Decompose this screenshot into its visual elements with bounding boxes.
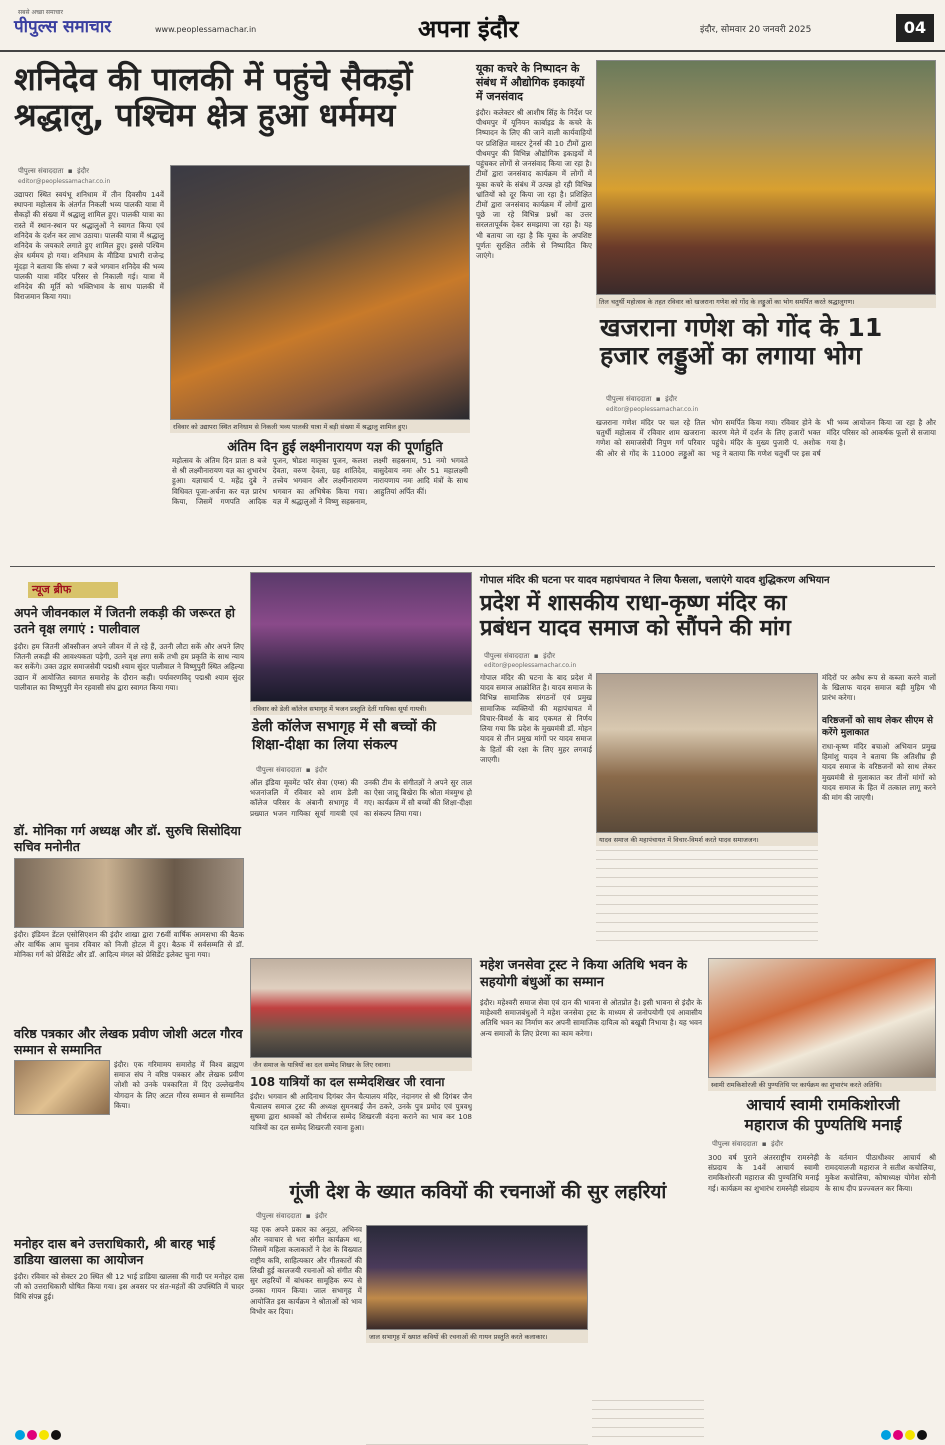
- brief1-headline: अपने जीवनकाल में जितनी लकड़ी की जरूरत हो उतने वृक्ष लगाएं : पालीवाल: [14, 605, 235, 636]
- story9-column-text: [592, 1400, 704, 1445]
- brief4-body: इंदौर। रविवार को सेक्टर 20 स्थित श्री 12 भाई डाडिया खालसा की गादी पर मनोहर दास जी को उत्तराधिकारी घोषित किया गया। इस अवसर पर संत-महंतों की उपस्थिति में चादर विधि संपन्न हुई।: [14, 1272, 244, 1302]
- newspaper-logo: पीपुल्स समाचार: [14, 17, 112, 37]
- story3-body: खजराना गणेश मंदिर पर चल रहे तिल चतुर्थी महोत्सव में रविवार शाम खजराना गणेश को समाजसेवी निपुण गर्ग परिवार की ओर से गोंद के 11000 लड्डुओं का भोग समर्पित किया गया। रविवार होने के कारण मेले में दर्शन के लिए हजारों भक्त पहुंचे। मंदिर के मुख्य पुजारी पं. अशोक भट्ट ने बताया कि गणेश चतुर्थी पर इस वर्ष भी भव्य आयोजन किया जा रहा है और मंदिर परिसर को आकर्षक फूलों से सजाया गया है।: [596, 418, 936, 458]
- magenta-mark: [893, 1430, 903, 1440]
- story9-byline: पीपुल्स संवाददाता ▪ इंदौर: [256, 1212, 327, 1220]
- story4-body: ऑल इंडिया मूवमेंट फॉर सेवा (एम्स) की भजनांजलि में रविवार को शाम डेली कॉलेज परिसर के अंबानी सभागृह में प्रख्यात भजन गायिका सूर्या गायत्री एवं उनकी टीम के संगीतज्ञों ने अपने सुर ताल का ऐसा जादू बिखेरा कि श्रोता मंत्रमुग्ध हो गए। कार्यक्रम में सौ बच्चों की शिक्षा-दीक्षा का संकल्प लिया गया।: [250, 778, 472, 818]
- story3-caption: तिल चतुर्थी महोत्सव के तहत रविवार को खजराना गणेश को गोंद के लड्डुओं का भोग समर्पित करते श्रद्धालुगण।: [596, 295, 936, 308]
- brief2-body: इंदौर। इंडियन डेंटल एसोसिएशन की इंदौर शाखा द्वारा 76वीं वार्षिक आमसभा की बैठक और वार्षिक आम चुनाव रविवार को निजी होटल में हुए। बैठक में सर्वसम्मति से डॉ. मोनिका गर्ग को प्रेसिडेंट और डॉ. आदित्य मंगल को प्रेसिडेंट इलेक्ट चुना गया।: [14, 930, 244, 960]
- website-url[interactable]: www.peoplessamachar.in: [155, 25, 257, 34]
- story5-body: गोपाल मंदिर की घटना के बाद प्रदेश में यादव समाज आक्रोशित है। यादव समाज के विभिन्न सामाजिक संगठनों एवं प्रमुख सामाजिक व्यक्तियों की महापंचायत में विचार-विमर्श के बाद एकमत से निर्णय लिया गया कि प्रदेश के मुख्यमंत्री डॉ. मोहन यादव से तीन प्रमुख मांगों पर यादव समाज के हितों की रक्षा के लिए मुहर लगवाई जाएगी।: [480, 673, 592, 764]
- story5-right-sub-body: राधा-कृष्ण मंदिर बचाओ अभियान प्रमुख हिमांशु यादव ने बताया कि अतिशीघ्र ही यादव समाज के वरिष्ठजनों को साथ लेकर मुख्यमंत्री से मुलाकात कर तीनों मांगों को यादव समाज के हित में तत्काल लागू करने की मांग की जाएगी।: [822, 742, 936, 803]
- section-title: अपना इंदौर: [418, 15, 519, 43]
- cyan-mark: [881, 1430, 891, 1440]
- story4-headline: डेली कॉलेज सभागृह में सौ बच्चों की शिक्षा-दीक्षा का लिया संकल्प: [252, 719, 436, 754]
- section-divider: [10, 566, 935, 567]
- story1-photo: [170, 165, 470, 420]
- story6-body: इंदौर। महेश्वरी समाज सेवा एवं दान की भावना से ओतप्रोत है। इसी भावना से इंदौर के माहेश्वरी समाजबंधुओं ने महेश जनसेवा ट्रस्ट के माध्यम से जनोपयोगी एवं आवासीय अतिथि भवन का निर्माण कर अपनी सामाजिक दायित्व को बखूबी निभाया है। यह भवन अन्य समाजों के लिए प्रेरणा का काम करेगा।: [480, 998, 702, 1038]
- story5-caption: यादव समाज की महापंचायत में विचार-विमर्श करते यादव समाजजन।: [596, 833, 818, 846]
- story1-headline-line1: शनिदेव की पालकी में पहुंचे सैकड़ों: [14, 60, 413, 98]
- story5-email[interactable]: editor@peoplessamachar.co.in: [484, 662, 577, 669]
- story5-headline: [480, 592, 936, 641]
- magenta-mark: [27, 1430, 37, 1440]
- story7-photo: [250, 958, 472, 1058]
- story2-body: इंदौर। कलेक्टर श्री आशीष सिंह के निर्देश पर पीथमपुर में यूनियन कार्बाइड के कचरे के निष्पादन के लिए की जाने वाली कार्यवाहियों पर प्रशिक्षित मास्टर ट्रेनर्स की 10 टीमों द्वारा पीथमपुर की विभिन्न औद्योगिक इकाइयों में पहुंचकर लोगों से जनसंवाद किया जा रहा है। टीमों द्वारा जनसंवाद कार्यक्रम में लोगों में यूका कचरे के संबंध में उत्पन्न हो रही विभिन्न भ्रांतियों को दूर किया जा रहा है। प्रशिक्षित टीमों द्वारा जनसंवाद कार्यक्रम में लोगों द्वारा पूछे जा रहे विभिन्न प्रश्नों का उत्तर सरलतापूर्वक देकर समझाया जा रहा है। यह भी बताया जा रहा है कि यूका के अपशिष्ट पूर्णतः सुरक्षित तरीके से निष्पादित किए जाएंगे।: [476, 108, 592, 261]
- brief3-photo: [14, 1060, 110, 1115]
- story4-photo: [250, 572, 472, 702]
- page-number: 04: [896, 14, 934, 42]
- story5-headline-line2: प्रबंधन यादव समाज को सौंपने की मांग: [480, 615, 791, 641]
- story1-subheadline: अंतिम दिन हुई लक्ष्मीनारायण यज्ञ की पूर्णाहुति: [227, 440, 443, 455]
- story8-caption: स्वामी रामकिशोरजी की पुण्यतिथि पर कार्यक्रम का शुभारंभ करते अतिथि।: [708, 1078, 936, 1091]
- story8-headline-line1: आचार्य स्वामी रामकिशोरजी: [746, 1096, 900, 1114]
- brief4-headline: मनोहर दास बने उत्तराधिकारी, श्री बारह भाई डाडिया खालसा का आयोजन: [14, 1236, 215, 1267]
- story1-caption: रविवार को उद्यापरा स्थित शनिधाम से निकली भव्य पालकी यात्रा में बड़ी संख्या में श्रद्धालु शामिल हुए।: [170, 420, 470, 433]
- story5-kicker: गोपाल मंदिर की घटना पर यादव महापंचायत ने लिया फैसला, चलाएंगे यादव शुद्धिकरण अभियान: [480, 575, 830, 586]
- story9-photo: [366, 1225, 588, 1330]
- brief3-headline: वरिष्ठ पत्रकार और लेखक प्रवीण जोशी अटल गौरव सम्मान से सम्मानित: [14, 1026, 243, 1057]
- story1-headline-line2: श्रद्धालु, पश्चिम क्षेत्र हुआ धर्ममय: [14, 95, 396, 134]
- story4-caption: रविवार को डेली कॉलेज सभागृह में भजन प्रस्तुति देतीं गायिका सूर्या गायत्री।: [250, 702, 472, 715]
- story8-byline: पीपुल्स संवाददाता ▪ इंदौर: [712, 1140, 783, 1148]
- brief3-body: इंदौर। एक गरिमामय समारोह में विश्व ब्राह्मण समाज संघ ने वरिष्ठ पत्रकार और लेखक प्रवीण जोशी को उनके पत्रकारिता में दिए उल्लेखनीय योगदान के लिए अटल गौरव सम्मान से सम्मानित किया।: [114, 1060, 244, 1110]
- story1-sub-body: महोत्सव के अंतिम दिन प्रातः 8 बजे से श्री लक्ष्मीनारायण यज्ञ का शुभारंभ हुआ। यज्ञाचार्य पं. महेंद्र दुबे ने विधिवत पूजा-अर्चना कर यज्ञ प्रारंभ किया, जिसमें गणपति आदिक पूजन, षोडश मातृका पूजन, कलश देवता, वरुण देवता, ग्रह शांतिदेव, तत्त्वेय भगवान और लक्ष्मीनारायण भगवान का अभिषेक किया गया। यज्ञ में श्रद्धालुओं ने विष्णु सहस्रनाम, लक्ष्मी सहस्रनाम, 51 नमो भगवते वासुदेवाय नमः और 51 महालक्ष्मी नारायणाय नमः आदि मंत्रों के साथ आहुतियां अर्पित कीं।: [172, 456, 468, 506]
- news-brief-label: न्यूज ब्रीफ: [28, 582, 118, 598]
- registration-marks-right: [880, 1430, 928, 1440]
- yellow-mark: [905, 1430, 915, 1440]
- story5-photo: [596, 673, 818, 833]
- story7-caption: जैन समाज के यात्रियों का दल सम्मेद शिखर के लिए रवाना।: [250, 1058, 472, 1071]
- story1-headline: [14, 62, 474, 134]
- story4-byline: पीपुल्स संवाददाता ▪ इंदौर: [256, 766, 327, 774]
- yellow-mark: [39, 1430, 49, 1440]
- story7-body: इंदौर। भगवान श्री आदिनाथ दिगंबर जैन चैत्यालय मंदिर, नंदानगर से श्री दिगंबर जैन चैत्यालय समाज ट्रस्ट की अध्यक्ष सुमनबाई जैन ठकरे, उनके पुत्र प्रमोद एवं पुत्रवधू सुषमा द्वारा श्रावकों को तीर्थराज सम्मेद शिखरजी वंदना कराने का भाव कर 108 यात्रियों का दल सम्मेद शिखरजी रवाना हुआ।: [250, 1092, 472, 1132]
- brief1-body: इंदौर। हम जितनी ऑक्सीजन अपने जीवन में ले रहे हैं, उतनी लौटा सकें और अपने लिए जितनी लकड़ी की आवश्यकता पड़ेगी, उतने वृक्ष लगा सकें तभी हम प्रकृति के साथ न्याय कर सकेंगे। उक्त उद्गार समाजसेवी पद्मश्री श्याम सुंदर पालीवाल ने विष्णुपुरी स्थित अहिल्या उद्यान में आयोजित स्वागत समारोह के दौरान कही। पर्यावरणविद् पद्मश्री श्याम सुंदर पालीवाल का विष्णुपुरी मेन रहवासी संघ द्वारा स्वागत किया गया।: [14, 642, 244, 692]
- story5-right-body: मंदिरों पर अवैध रूप से कब्जा करने वालों के खिलाफ यादव समाज बड़ी मुहिम भी प्रारंभ करेगा।: [822, 673, 936, 703]
- story8-photo: [708, 958, 936, 1078]
- story3-photo: [596, 60, 936, 295]
- story7-headline: 108 यात्रियों का दल सम्मेदशिखर जी रवाना: [250, 1075, 445, 1089]
- logo-tagline: सबसे अच्छा समाचार: [18, 9, 63, 16]
- story5-headline-line1: प्रदेश में शासकीय राधा-कृष्ण मंदिर का: [480, 591, 787, 616]
- cyan-mark: [15, 1430, 25, 1440]
- story8-body: 300 वर्ष पुराने अंतरराष्ट्रीय रामस्नेही संप्रदाय के 14वें आचार्य स्वामी रामकिशोरजी महाराज की पुण्यतिथि मनाई गई। कार्यक्रम का शुभारंभ रामस्नेही संप्रदाय के वर्तमान पीठाधीश्वर आचार्य श्री रामदयालजी महाराज ने सतीश कचोलिया, मुकेश कचोलिया, कोषाध्यक्ष योगेश सोनी के साथ दीप प्रज्ज्वलन कर किया।: [708, 1153, 936, 1193]
- story3-headline-line2: हजार लड्डुओं का लगाया भोग: [600, 341, 862, 370]
- story9-headline: गूंजी देश के ख्यात कवियों की रचनाओं की सुर लहरियां: [289, 1181, 667, 1203]
- story8-headline-line2: महाराज की पुण्यतिथि मनाई: [744, 1116, 902, 1135]
- story3-headline-line1: खजराना गणेश को गोंद के 11: [600, 313, 883, 342]
- black-mark: [51, 1430, 61, 1440]
- black-mark: [917, 1430, 927, 1440]
- story3-email[interactable]: editor@peoplessamachar.co.in: [606, 406, 699, 413]
- story3-byline: पीपुल्स संवाददाता ▪ इंदौर: [606, 395, 677, 403]
- story5-byline: पीपुल्स संवाददाता ▪ इंदौर: [484, 652, 555, 660]
- story9-body: यह एक अपने प्रकार का अनूठा, अभिनव और नवाचार से भरा संगीत कार्यक्रम था, जिसमें महिला कलाकारों ने देश के विख्यात राष्ट्रीय कवि, साहित्यकार और गीतकारों की लिखी हुई कालजयी रचनाओं को संगीत की सुर लहरियों में बांधकर सामूहिक रूप से उनका गायन किया। जाल सभागृह में आयोजित इस कार्यक्रम ने श्रोताओं को भाव विभोर कर दिया।: [250, 1225, 362, 1316]
- story1-byline: पीपुल्स संवाददाता ▪ इंदौर: [18, 167, 89, 175]
- story2-headline: यूका कचरे के निष्पादन के संबंध में औद्योगिक इकाइयों में जनसंवाद: [476, 62, 585, 103]
- story6-headline: महेश जनसेवा ट्रस्ट ने किया अतिथि भवन के सहयोगी बंधुओं का सम्मान: [480, 958, 688, 990]
- story3-headline: [600, 314, 936, 370]
- registration-marks: [14, 1430, 62, 1440]
- story5-continued-text: [596, 850, 818, 948]
- dateline: इंदौर, सोमवार 20 जनवरी 2025: [700, 25, 812, 35]
- story1-body: उद्यापरा स्थित स्वयंभू शनिधाम में तीन दिवसीय 14वें स्थापना महोत्सव के अंतर्गत निकली भव्य पालकी यात्रा में सैकड़ों की संख्या में श्रद्धालु शामिल हुए। पालकी यात्रा का रास्ते में स्थान-स्थान पर श्रद्धालुओं ने स्वागत किया एवं शनिदेव के दर्शन कर लाभ उठाया। पालकी यात्रा में श्रद्धालु शनिदेव के जयकारे लगाते हुए शामिल हुए। इससे पश्चिम क्षेत्र धर्ममय हो गया। शनिधाम के मीडिया प्रभारी राजेन्द्र मूंदड़ा ने बताया कि संध्या 7 बजे भगवान शनिदेव की भव्य पालकी यात्रा मंदिर परिसर से निकाली गई। यात्रा में शनिदेव की मूर्ति को भक्तिभाव के साथ पालकी में विराजमान किया गया।: [14, 190, 164, 302]
- brief2-photo: [14, 858, 244, 928]
- brief2-headline: डॉ. मोनिका गर्ग अध्यक्ष और डॉ. सुरुचि सिसोदिया सचिव मनोनीत: [14, 823, 241, 854]
- story5-right-subheadline: वरिष्ठजनों को साथ लेकर सीएम से करेंगे मुलाकात: [822, 716, 933, 738]
- story1-email[interactable]: editor@peoplessamachar.co.in: [18, 178, 111, 185]
- story8-headline: [710, 1095, 936, 1135]
- story9-caption: जाल सभागृह में ख्यात कवियों की रचनाओं की गायन प्रस्तुति करते कलाकार।: [366, 1330, 588, 1343]
